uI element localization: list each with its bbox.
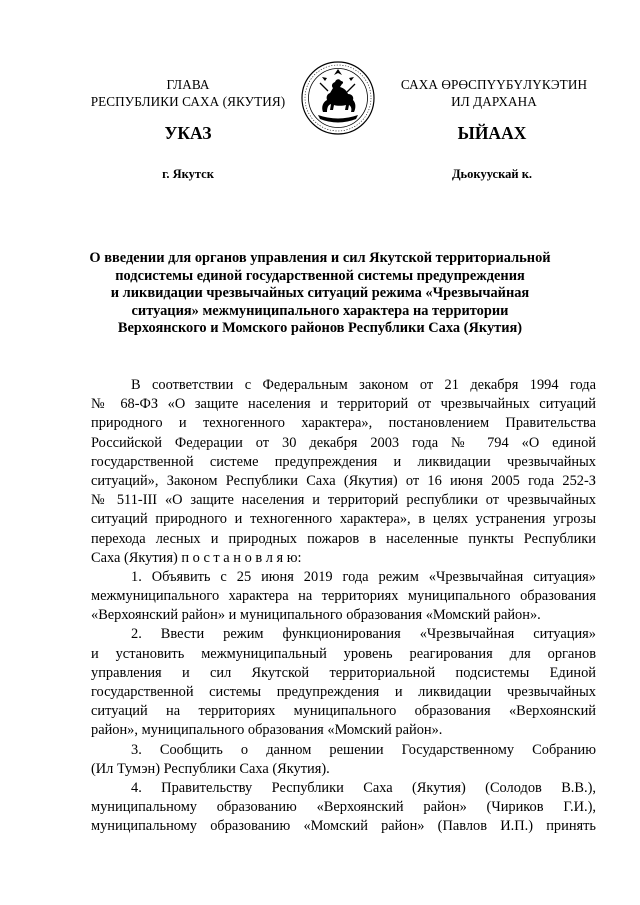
title-line: О введении для органов управления и сил Якутской территориальной	[89, 250, 551, 266]
body-line: и установить межмуниципальный уровень реагирования для органов	[91, 645, 596, 662]
header-left-block	[72, 77, 304, 110]
body-line: ситуаций», Законом Республики Саха (Якутия) от 16 июня 2005 года 252-З	[91, 472, 596, 489]
doc-type-right: ЫЙААХ	[457, 123, 527, 143]
body-line: (Ил Тумэн) Республики Саха (Якутия).	[91, 760, 330, 777]
body-line: № 511-III «О защите населения и территорий республики от чрезвычайных	[91, 492, 596, 509]
coat-of-arms-icon	[300, 60, 376, 136]
body-line: государственной системе предупреждения и ликвидации чрезвычайных	[91, 453, 596, 470]
header-right-line-1: САХА ӨРӨСПҮҮБҮЛҮКЭТИН	[400, 77, 588, 92]
body-line: В соответствии с Федеральным законом от 21 декабря 1994 года	[131, 377, 596, 393]
body-line: 1. Объявить с 25 июня 2019 года режим «Чрезвычайная ситуация»	[131, 568, 596, 585]
body-line: управления и сил Якутской территориальной подсистемы Единой	[91, 664, 596, 681]
body-line: ситуаций на территориях муниципального образования «Верхоянский	[91, 703, 596, 720]
body-line: 3. Сообщить о данном решении Государственному Собранию	[131, 741, 596, 758]
header-right-block	[378, 77, 610, 110]
body-line: муниципальному образованию «Верхоянский район» (Чириков Г.И.),	[91, 799, 596, 816]
document-body	[91, 376, 596, 837]
body-line: Российской Федерации от 30 декабря 2003 года № 794 «О единой	[91, 434, 596, 451]
body-line: № 68-ФЗ «О защите населения и территорий от чрезвычайных ситуаций	[91, 396, 596, 413]
body-line: государственной системы предупреждения и ликвидации чрезвычайных	[91, 684, 596, 700]
body-line: муниципальному образованию «Момский район» (Павлов И.П.) принять	[91, 818, 596, 835]
doc-type-left: УКАЗ	[164, 123, 212, 143]
place-left: г. Якутск	[162, 167, 214, 181]
title-line: Верхоянского и Момского районов Республики Саха (Якутия)	[117, 320, 523, 336]
body-line: ситуаций природного и техногенного характера», в целях устранения угрозы	[91, 511, 596, 528]
title-line: подсистемы единой государственной системы предупреждения	[115, 267, 525, 284]
body-line: перехода лесных и природных пожаров в населенные пункты Республики	[91, 530, 596, 547]
body-line: район», муниципального образования «Момский район».	[91, 722, 443, 739]
header-right-line-2: ИЛ ДАРХАНА	[451, 93, 537, 109]
body-line: Саха (Якутия) п о с т а н о в л я ю:	[91, 549, 302, 566]
header-left-line-1: ГЛАВА	[166, 77, 210, 92]
body-line: природного и техногенного характера», постановлением Правительства	[91, 415, 596, 432]
body-line: межмуниципального характера на территориях муниципального образования	[91, 588, 596, 605]
body-line: 2. Ввести режим функционирования «Чрезвычайная ситуация»	[131, 626, 596, 643]
title-line: и ликвидации чрезвычайных ситуаций режима «Чрезвычайная	[110, 285, 530, 301]
body-line: «Верхоянский район» и муниципального образования «Момский район».	[91, 607, 541, 624]
title-line: ситуация» межмуниципального характера на территории	[131, 302, 509, 319]
place-right: Дьокуускай к.	[451, 167, 533, 181]
header-left-line-2: РЕСПУБЛИКИ САХА (ЯКУТИЯ)	[90, 93, 286, 109]
body-line: 4. Правительству Республики Саха (Якутия) (Солодов В.В.),	[131, 779, 596, 796]
document-title	[60, 250, 580, 338]
